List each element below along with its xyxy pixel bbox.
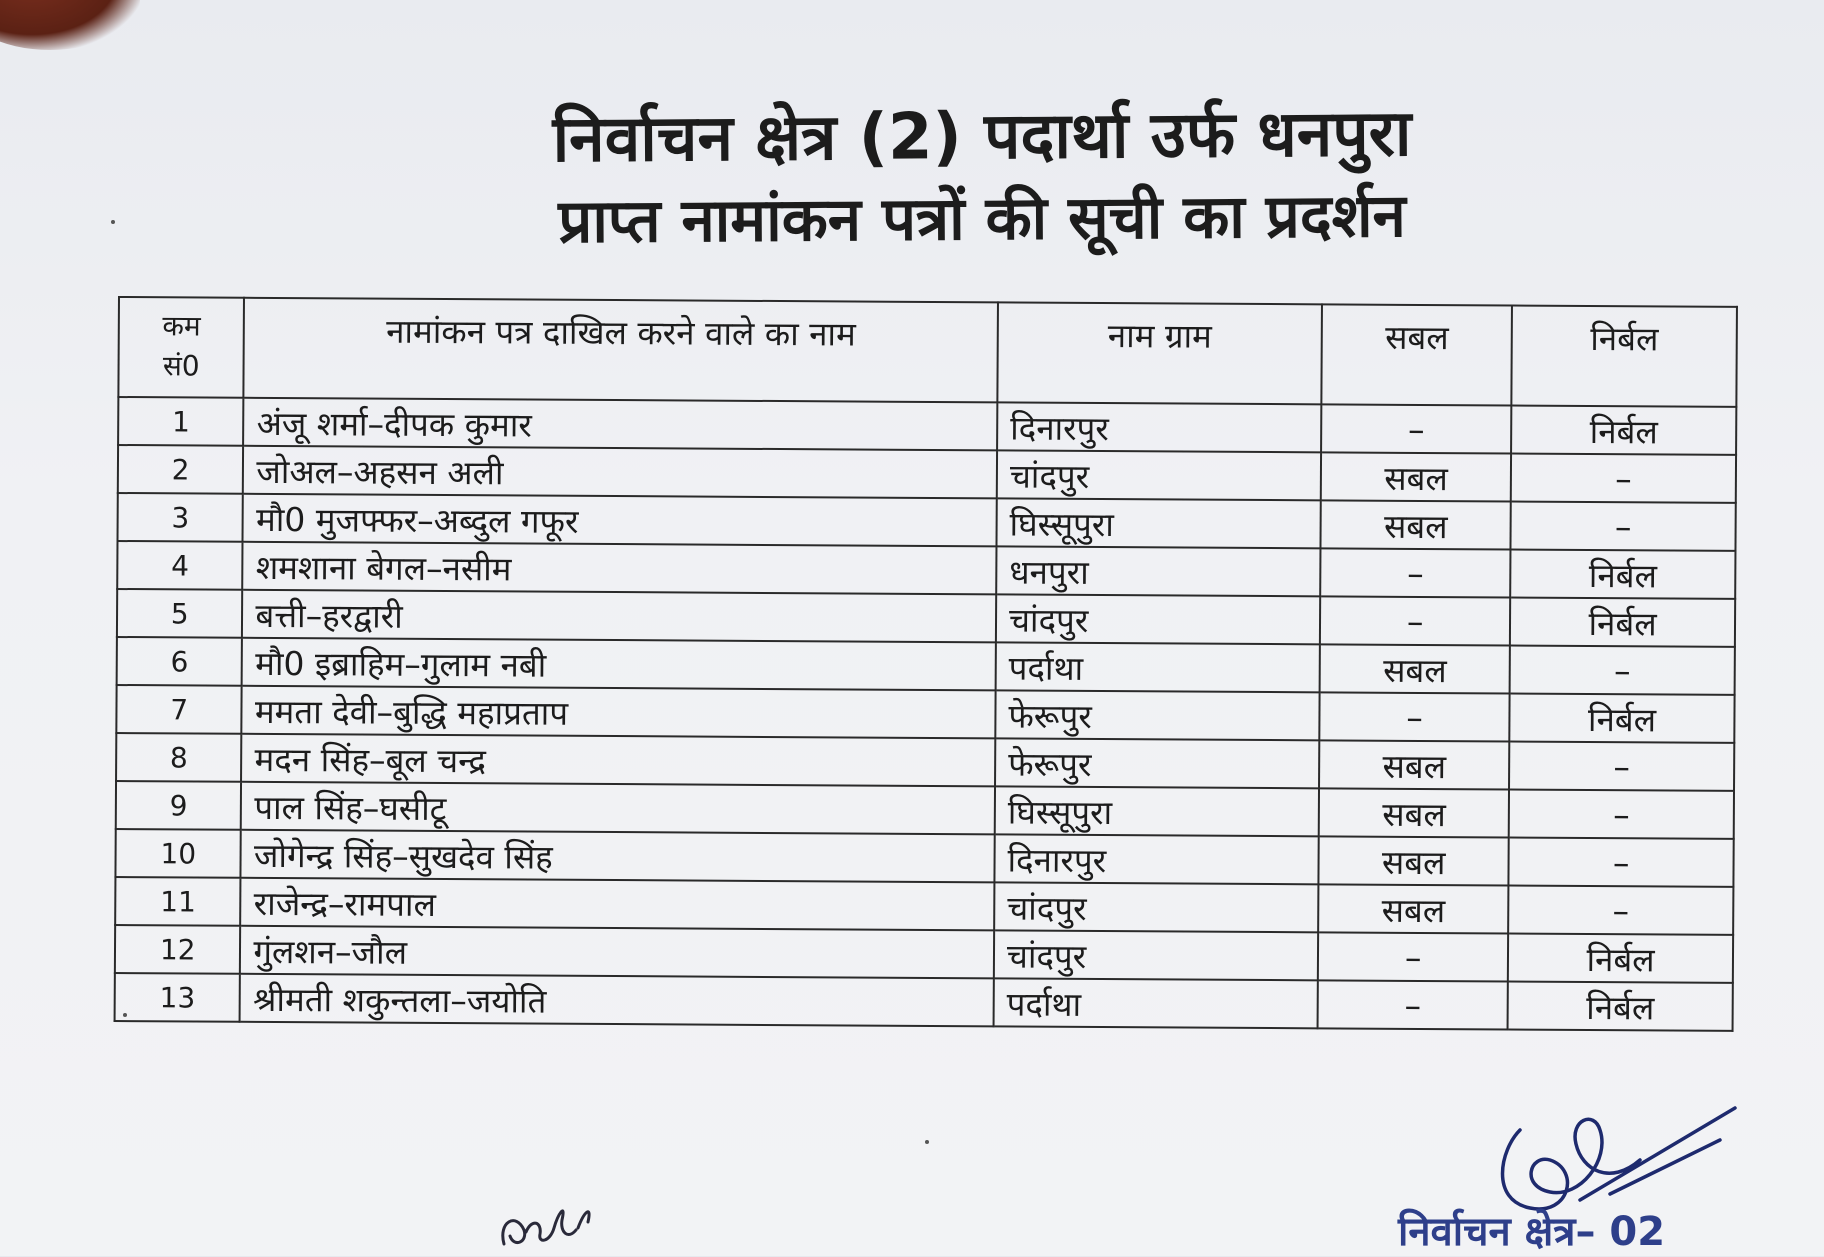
cell-applicant-name: श्रीमती शकुन्तला–जयोति [240,974,994,1027]
cell-village: दिनारपुर [997,402,1321,452]
cell-nirbal: – [1511,454,1736,503]
cell-sabal: सबल [1318,884,1508,933]
cell-village: चांदपुर [996,594,1320,644]
cell-sabal: सबल [1321,500,1511,549]
cell-applicant-name: जोगेन्द्र सिंह–सुखदेव सिंह [241,830,995,883]
cell-applicant-name: राजेन्द्र–रामपाल [241,878,995,931]
table-row [115,973,1733,1031]
cell-applicant-name: बत्ती–हरद्वारी [242,590,996,643]
nomination-table [114,296,1738,1032]
cell-nirbal: – [1508,886,1733,935]
cell-village: घिस्सूपुरा [995,786,1319,836]
paper-speck [111,220,115,224]
nomination-table-container [114,296,1738,1032]
cell-applicant-name: शमशाना बेगल–नसीम [243,542,997,595]
cell-sabal: सबल [1319,836,1509,885]
title-line-1: निर्वाचन क्षेत्र (2) पदार्था उर्फ धनपुरा [552,97,1412,177]
cell-village: चांदपुर [994,930,1318,980]
cell-nirbal: निर्बल [1508,982,1733,1031]
cell-serial: 5 [117,589,243,638]
constituency-stamp: निर्वाचन क्षेत्र– 02 [1398,1209,1666,1255]
header-nirbal: निर्बल [1512,306,1737,407]
document-title [0,95,1824,259]
cell-applicant-name: गुंलशन–जौल [240,926,994,979]
table-body [115,397,1737,1031]
finger-shadow [0,0,140,50]
cell-sabal: सबल [1321,452,1511,501]
paper-speck [123,1013,127,1017]
cell-sabal: – [1321,404,1511,453]
cell-applicant-name: ममता देवी–बुद्धि महाप्रताप [242,686,996,739]
cell-sabal: – [1320,548,1510,597]
cell-village: फेरूपुर [995,690,1319,740]
cell-serial: 4 [117,541,243,590]
cell-serial: 2 [118,445,244,494]
header-serial [118,297,244,398]
cell-applicant-name: जोअल–अहसन अली [243,446,997,499]
title-line-2: प्राप्त नामांकन पत्रों की सूची का प्रदर्शन [557,181,1407,257]
cell-nirbal: निर्बल [1510,598,1735,647]
cell-serial: 10 [115,829,241,878]
cell-nirbal: निर्बल [1508,934,1733,983]
cell-sabal: – [1319,692,1509,741]
header-village: नाम ग्राम [997,302,1322,404]
cell-nirbal: निर्बल [1511,406,1736,455]
cell-nirbal: – [1509,742,1734,791]
cell-serial: 11 [115,877,241,926]
cell-sabal: – [1318,980,1508,1029]
header-serial-line-2: सं0 [162,349,200,383]
cell-nirbal: – [1510,646,1735,695]
cell-village: दिनारपुर [994,834,1318,884]
cell-sabal: – [1318,932,1508,981]
cell-village: पर्दाथा [996,642,1320,692]
cell-nirbal: निर्बल [1510,694,1735,743]
cell-nirbal: – [1509,838,1734,887]
cell-village: पर्दाथा [994,978,1318,1028]
cell-applicant-name: मौ0 मुजफ्फर–अब्दुल गफूर [243,494,997,547]
table-header-row [118,297,1737,407]
cell-village: घिस्सूपुरा [996,498,1320,548]
cell-serial: 12 [115,925,241,974]
header-applicant-name: नामांकन पत्र दाखिल करने वाले का नाम [244,298,998,403]
cell-village: धनपुरा [996,546,1320,596]
initials-signature [496,1182,606,1252]
cell-village: चांदपुर [994,882,1318,932]
cell-sabal: सबल [1319,740,1509,789]
cell-serial: 8 [116,733,242,782]
paper-speck [925,1140,929,1144]
cell-applicant-name: पाल सिंह–घसीटू [241,782,995,835]
cell-serial: 3 [118,493,244,542]
cell-village: फेरूपुर [995,738,1319,788]
cell-serial: 13 [115,973,241,1022]
cell-serial: 7 [116,685,242,734]
header-serial-line-1: कम [162,309,201,343]
header-sabal: सबल [1322,304,1513,405]
cell-sabal: सबल [1319,788,1509,837]
cell-applicant-name: अंजू शर्मा–दीपक कुमार [244,398,998,451]
cell-serial: 6 [117,637,243,686]
cell-serial: 1 [118,397,244,446]
cell-serial: 9 [116,781,242,830]
cell-nirbal: निर्बल [1510,550,1735,599]
cell-nirbal: – [1511,502,1736,551]
cell-sabal: सबल [1320,644,1510,693]
cell-sabal: – [1320,596,1510,645]
cell-nirbal: – [1509,790,1734,839]
cell-applicant-name: मौ0 इब्राहिम–गुलाम नबी [242,638,996,691]
cell-applicant-name: मदन सिंह–बूल चन्द्र [241,734,995,787]
cell-village: चांदपुर [997,450,1321,500]
